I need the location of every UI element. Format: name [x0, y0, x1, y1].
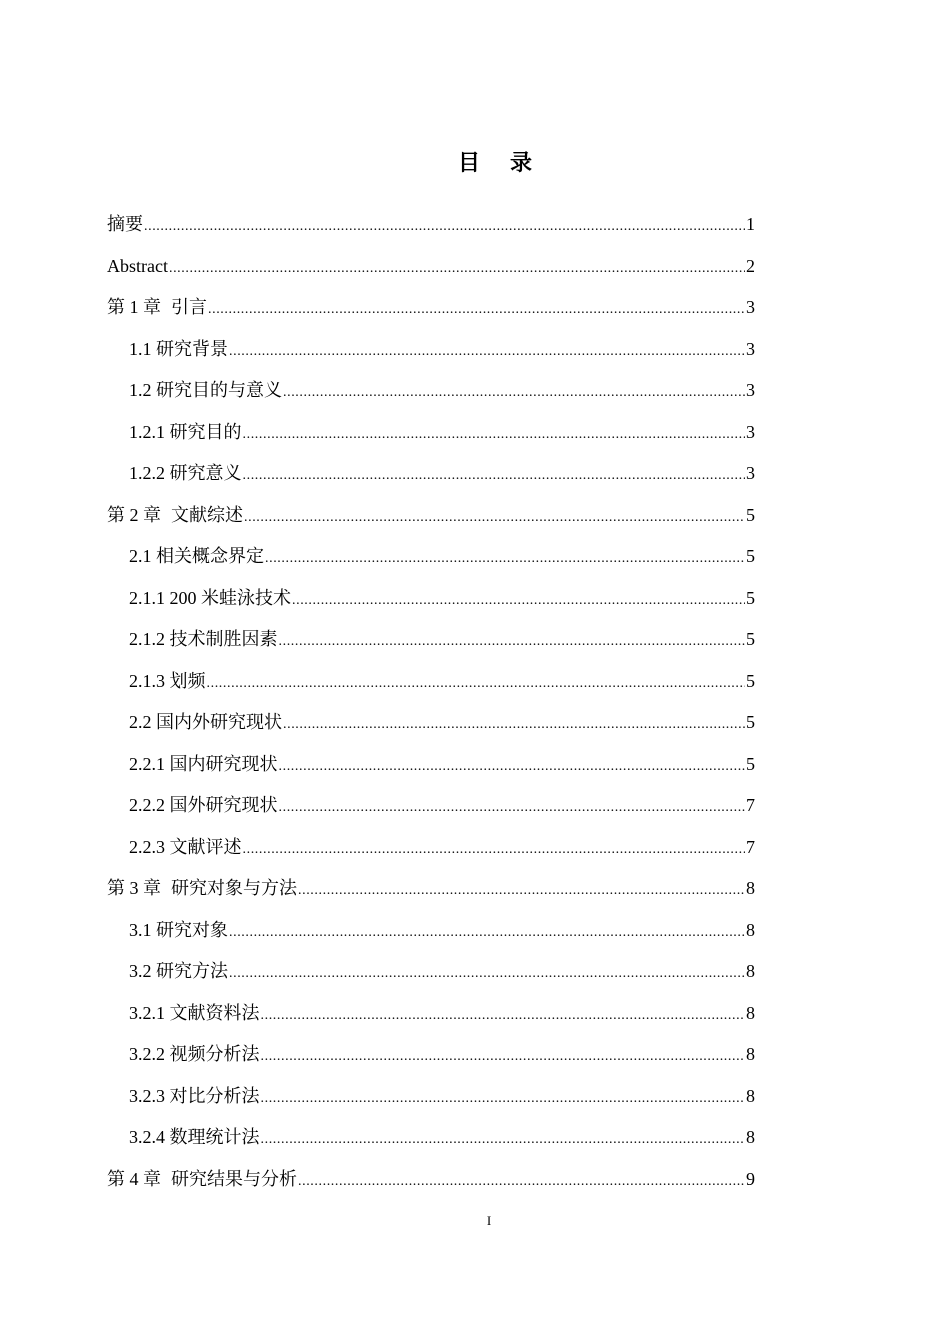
toc-dot-leader: [207, 663, 746, 705]
toc-entry-label: [129, 993, 260, 1035]
toc-entry[interactable]: [107, 453, 755, 495]
toc-page-number: 7: [746, 795, 755, 815]
toc-page-number: 7: [746, 836, 755, 857]
toc-page-number: 3: [746, 421, 755, 442]
toc-chapter-number: 第 2 章: [107, 504, 161, 525]
toc-entry-label: [129, 951, 228, 993]
toc-entry-text: 引言: [171, 297, 207, 317]
toc-dot-leader: [261, 1036, 746, 1078]
toc-entry-label: [129, 619, 278, 661]
toc-entry[interactable]: [107, 744, 755, 786]
toc-entry-label: [129, 1076, 260, 1118]
toc-entry[interactable]: [107, 619, 755, 661]
toc-entry-text: 3.2 研究方法: [129, 961, 228, 981]
toc-entry[interactable]: [107, 1117, 755, 1159]
toc-entry[interactable]: [107, 993, 755, 1035]
toc-page-number: 5: [746, 753, 755, 774]
toc-title-char-2: 录: [510, 151, 533, 176]
toc-entry-text: 2.2 国内外研究现状: [129, 712, 282, 732]
toc-entry-text: 3.2.4 数理统计法: [129, 1127, 260, 1147]
toc-entry-text: 研究结果与分析: [171, 1168, 297, 1189]
toc-page-number: 8: [746, 1044, 755, 1064]
toc-dot-leader: [208, 289, 745, 331]
toc-entry[interactable]: [107, 495, 755, 537]
toc-entry-text: 2.2.1 国内研究现状: [129, 753, 278, 774]
toc-entry-label: [129, 329, 228, 371]
toc-entry-text: 3.2.3 对比分析法: [129, 1085, 260, 1106]
toc-entry[interactable]: [107, 578, 755, 620]
toc-entry-label: [129, 536, 264, 578]
toc-title-char-1: 目: [457, 151, 480, 176]
toc-entry-text: 1.2.2 研究意义: [129, 463, 242, 483]
toc-title: [0, 146, 950, 177]
toc-page-number: 8: [746, 1085, 755, 1106]
toc-dot-leader: [229, 912, 745, 954]
toc-dot-leader: [243, 455, 746, 497]
toc-page-number: 3: [746, 297, 755, 317]
toc-entry-label: [107, 204, 143, 246]
toc-entry-label: [129, 370, 282, 412]
toc-entry-label: [129, 910, 228, 952]
toc-page-number: 5: [746, 546, 755, 566]
toc-entry-label: [107, 246, 168, 288]
toc-entry[interactable]: [107, 910, 755, 952]
toc-dot-leader: [169, 248, 745, 290]
toc-entry-text: 3.1 研究对象: [129, 919, 228, 940]
toc-entry-text: Abstract: [107, 255, 168, 276]
toc-page-number: 8: [746, 1002, 755, 1023]
toc-entry[interactable]: [107, 370, 755, 412]
toc-entry[interactable]: [107, 412, 755, 454]
toc-entry-label: [129, 702, 282, 744]
toc-dot-leader: [292, 580, 745, 622]
toc-entry-text: 1.2.1 研究目的: [129, 421, 242, 442]
toc-entry-text: 3.2.2 视频分析法: [129, 1044, 260, 1064]
toc-page-number: 1: [746, 214, 755, 234]
toc-chapter-number: 第 3 章: [107, 878, 161, 898]
toc-entry[interactable]: [107, 702, 755, 744]
toc-dot-leader: [298, 1161, 745, 1203]
toc-entry[interactable]: [107, 951, 755, 993]
toc-entry[interactable]: [107, 287, 755, 329]
toc-entry-text: 3.2.1 文献资料法: [129, 1002, 260, 1023]
toc-entry-text: 2.1.2 技术制胜因素: [129, 629, 278, 649]
toc-entry-label: [107, 1159, 297, 1201]
toc-page-number: 5: [746, 587, 755, 608]
toc-entry[interactable]: [107, 536, 755, 578]
toc-dot-leader: [279, 621, 746, 663]
toc-entry-label: [129, 744, 278, 786]
toc-dot-leader: [229, 953, 745, 995]
toc-dot-leader: [243, 414, 746, 456]
toc-page-number: 8: [746, 961, 755, 981]
toc-page-number: 5: [746, 712, 755, 732]
toc-entry-text: 摘要: [107, 214, 143, 234]
toc-entry-text: 2.1 相关概念界定: [129, 546, 264, 566]
toc-entry-label: [107, 868, 297, 910]
toc-page-number: 8: [746, 1127, 755, 1147]
toc-dot-leader: [244, 497, 745, 539]
toc-entry[interactable]: [107, 1034, 755, 1076]
toc-entry-text: 2.2.3 文献评述: [129, 836, 242, 857]
toc-dot-leader: [261, 995, 746, 1037]
toc-entry-text: 2.2.2 国外研究现状: [129, 795, 278, 815]
toc-page-number: 8: [746, 919, 755, 940]
toc-entry-text: 文献综述: [171, 504, 243, 525]
toc-dot-leader: [283, 372, 745, 414]
toc-chapter-number: 第 1 章: [107, 297, 161, 317]
toc-dot-leader: [261, 1119, 746, 1161]
toc-entry-text: 研究对象与方法: [171, 878, 297, 898]
toc-dot-leader: [261, 1078, 746, 1120]
toc-entry-text: 1.1 研究背景: [129, 338, 228, 359]
toc-list: [107, 204, 755, 1200]
toc-dot-leader: [283, 704, 745, 746]
toc-entry-label: [129, 785, 278, 827]
toc-entry-label: [107, 287, 207, 329]
toc-entry[interactable]: [107, 1076, 755, 1118]
toc-entry[interactable]: [107, 661, 755, 703]
toc-entry-label: [129, 578, 291, 620]
toc-page-number: 3: [746, 380, 755, 400]
toc-dot-leader: [229, 331, 745, 373]
toc-entry-label: [107, 495, 243, 537]
toc-entry[interactable]: [107, 827, 755, 869]
page-number: I: [486, 1213, 492, 1228]
toc-dot-leader: [279, 787, 746, 829]
toc-dot-leader: [265, 538, 745, 580]
toc-entry-label: [129, 412, 242, 454]
toc-page-number: 5: [746, 629, 755, 649]
toc-entry-label: [129, 453, 242, 495]
toc-entry-text: 2.1.3 划频: [129, 670, 206, 691]
toc-entry[interactable]: [107, 785, 755, 827]
toc-chapter-number: 第 4 章: [107, 1168, 161, 1189]
toc-page-number: 8: [746, 878, 755, 898]
toc-entry[interactable]: [107, 246, 755, 288]
toc-entry[interactable]: [107, 204, 755, 246]
toc-entry-label: [129, 1034, 260, 1076]
toc-entry-label: [129, 1117, 260, 1159]
toc-entry[interactable]: [107, 1159, 755, 1201]
toc-dot-leader: [144, 206, 745, 248]
toc-entry[interactable]: [107, 868, 755, 910]
toc-page-number: 3: [746, 463, 755, 483]
toc-dot-leader: [298, 870, 745, 912]
toc-dot-leader: [243, 829, 746, 871]
toc-page-number: 9: [746, 1168, 755, 1189]
toc-entry-text: 1.2 研究目的与意义: [129, 380, 282, 400]
toc-entry-label: [129, 827, 242, 869]
toc-dot-leader: [279, 746, 746, 788]
toc-page-number: 5: [746, 504, 755, 525]
toc-entry[interactable]: [107, 329, 755, 371]
toc-page-number: 2: [746, 255, 755, 276]
toc-entry-text: 2.1.1 200 米蛙泳技术: [129, 587, 291, 608]
toc-page-number: 3: [746, 338, 755, 359]
toc-page-number: 5: [746, 670, 755, 691]
toc-entry-label: [129, 661, 206, 703]
